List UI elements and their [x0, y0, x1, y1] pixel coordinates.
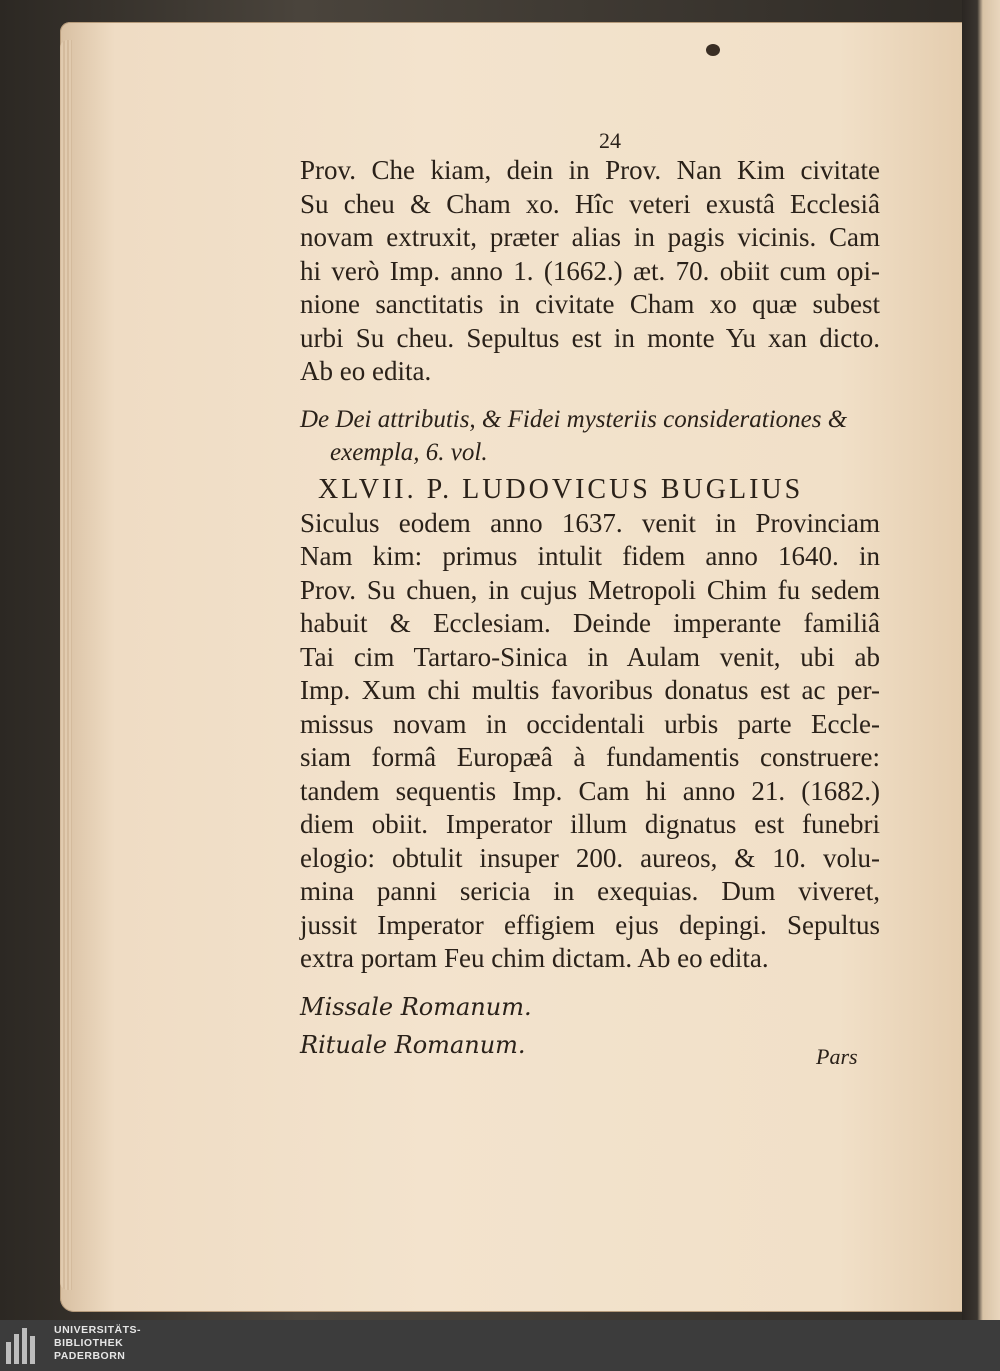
text-line: Nam kim: primus intulit fidem anno 1640. in [300, 541, 880, 571]
catchword: Pars [816, 1044, 858, 1069]
section-heading: XLVII. P. LUDOVICUS BUGLIUS [318, 473, 804, 505]
text-block [300, 130, 880, 1062]
text-line: Siculus eodem anno 1637. venit in Provinciam [300, 507, 880, 538]
text-line: Prov. Su chuen, in cujus Metropoli Chim fu sedem [300, 574, 880, 605]
ink-spot [706, 44, 720, 56]
text-line: jussit Imperator effigiem ejus depingi. Sepultus [300, 909, 880, 940]
text-line: Ab eo edita. [300, 356, 432, 386]
library-name [54, 1324, 141, 1363]
page-edge [60, 40, 72, 1290]
book-gutter [962, 0, 1000, 1320]
library-name-line: BIBLIOTHEK [54, 1337, 124, 1349]
library-name-line: PADERBORN [54, 1350, 126, 1362]
page-number: 24 [599, 128, 621, 153]
library-logo-icon [6, 1328, 38, 1364]
text-line: nione sanctitatis in civitate Cham xo quæ subest [300, 289, 880, 319]
work-rituale: Rituale Romanum. [300, 1030, 526, 1059]
text-line: diem obiit. Imperator illum dignatus est funebri [300, 809, 880, 839]
text-line: habuit & Ecclesiam. Deinde imperante familiâ [300, 608, 880, 638]
text-line: tandem sequentis Imp. Cam hi anno 21. (1682.) [300, 775, 880, 806]
text-line: Su cheu & Cham xo. Hîc veteri exustâ Ecclesiâ [300, 188, 880, 219]
library-name-line: UNIVERSITÄTS- [54, 1324, 142, 1336]
paragraph-1 [300, 154, 880, 389]
paragraph-2 [300, 507, 880, 976]
library-footer [0, 1320, 1000, 1371]
text-line: Prov. Che kiam, dein in Prov. Nan Kim civitate [300, 155, 880, 185]
work-missale: Missale Romanum. [300, 992, 532, 1021]
text-line: extra portam Feu chim dictam. Ab eo edita. [300, 943, 769, 973]
work-title: De Dei attributis, & Fidei mysteriis considerationes & [300, 405, 848, 433]
text-line: hi verò Imp. anno 1. (1662.) æt. 70. obiit cum opi- [300, 255, 880, 286]
text-line: urbi Su cheu. Sepultus est in monte Yu xan dicto. [300, 322, 880, 353]
text-line: mina panni sericia in exequias. Dum viveret, [300, 876, 880, 906]
text-line: missus novam in occidentali urbis parte Eccle- [300, 708, 880, 739]
text-line: siam formâ Europæâ à fundamentis construere: [300, 742, 880, 772]
work-title-continued: exempla, 6. vol. [330, 438, 488, 466]
text-line: novam extruxit, præter alias in pagis vicinis. Cam [300, 222, 880, 252]
text-line: Imp. Xum chi multis favoribus donatus est ac per- [300, 675, 880, 705]
text-line: elogio: obtulit insuper 200. aureos, & 10. volu- [300, 842, 880, 873]
text-line: Tai cim Tartaro-Sinica in Aulam venit, ubi ab [300, 641, 880, 672]
